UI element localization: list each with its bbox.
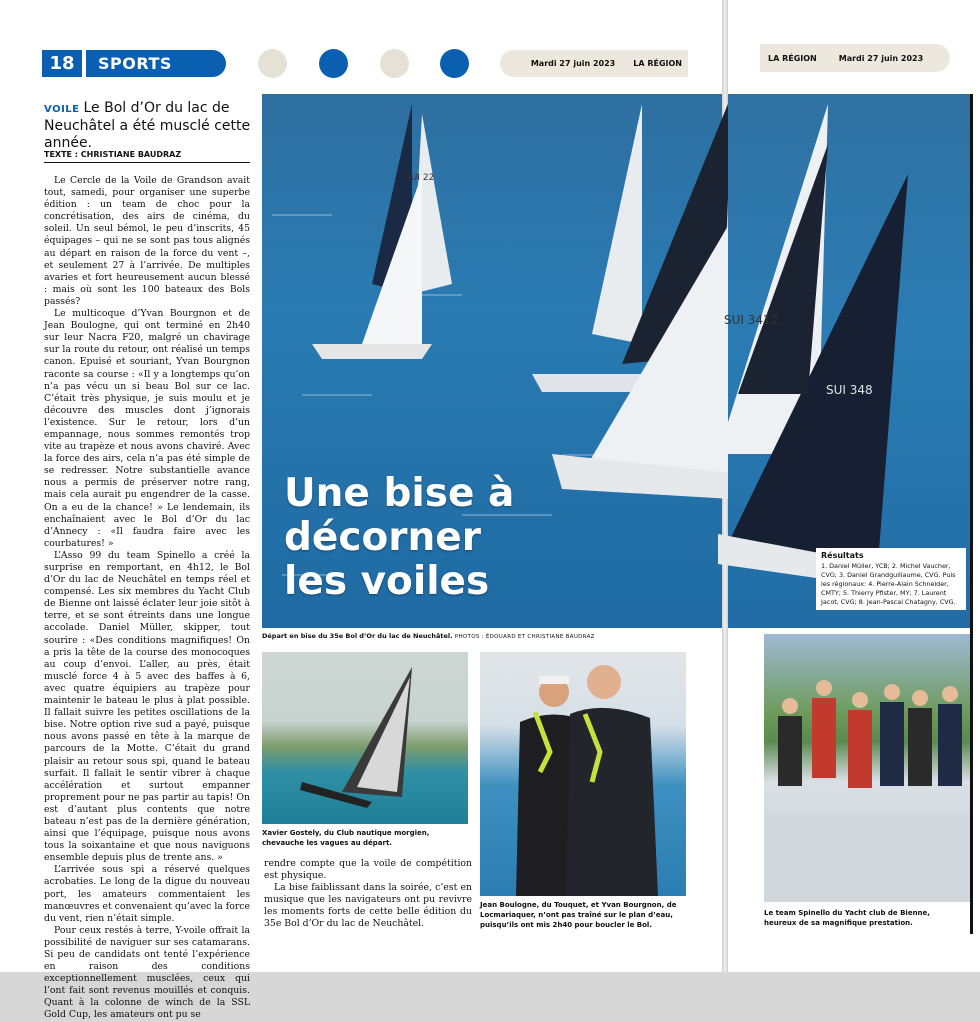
team-illustration (764, 634, 970, 902)
byline: TEXTE : CHRISTIANE BAUDRAZ (44, 150, 250, 163)
header-date-bar (500, 50, 688, 77)
results-title: Résultats (821, 551, 864, 560)
paragraph: Le Cercle de la Voile de Grandson avait tout, samedi, pour organiser une superbe édition : un team de choc pour la concrétisation, des airs de cinéma, du soleil. Un seul bémol, le peu d’inscrits, 45 équipages – qui ne se sont pas tous alignés au départ en raison de la force du vent –, et seulement 27 à l’arrivée. De multiples avaries et fort heureusement aucun blessé : mais où sont les 100 bateaux des Bols passés? (44, 175, 250, 307)
right-header-date: Mardi 27 juin 2023 (838, 53, 924, 63)
main-caption (262, 632, 722, 640)
paragraph: Le multicoque d’Yvan Bourgnon et de Jean Boulogne, qui ont terminé en 2h40 sur leur Nacra F20, malgré un chavirage sur la route du retour, ont réalisé un temps canon. Epuisé et souriant, Yvan Bourgnon raconte sa course : «Il y a longtemps qu’on n’a pas vécu un si beau Bol sur ce lac. C’était très physique, je suis moulu et je découvre des muscles dont j’ignorais l’existence. Sur le retour, lors d’un empannage, nous sommes remontés trop vite au trapèze et nous avons chaviré. Avec la force des airs, cela n’a pas été simple de se redresser. Notre substantielle avance nous a permis de préserver notre rang, mais cela aurait pu engendrer de la casse. On a eu de la chance! » Le lendemain, ils enchaînaient avec le Bol d’Or du lac d’Annecy : «Il faudra faire avec les courbatures! » (44, 308, 250, 549)
header-date: Mardi 27 juin 2023 (530, 59, 616, 68)
article-intro (44, 100, 254, 152)
sail-number: SUI 22 (405, 173, 435, 183)
caption-sailors: Jean Boulogne, du Touquet, et Yvan Bourgnon, de Locmariaquer, n’ont pas traîné sur le plan d’eau, puisqu’ils ont mis 2h40 pour boucler le Bol. (480, 901, 677, 929)
intro-text: Le Bol d’Or du lac de Neuchâtel a été musclé cette année. (44, 100, 251, 151)
sailors-illustration (480, 652, 686, 896)
decor-dot (440, 49, 469, 78)
decor-dot (258, 49, 287, 78)
kicker: VOILE (44, 104, 80, 115)
main-caption-text: Départ en bise du 35e Bol d’Or du lac de Neuchâtel. (262, 632, 453, 640)
page-number: 18 (42, 50, 82, 77)
sail-number: SUI 348 (826, 383, 873, 397)
results-box (816, 548, 966, 610)
paragraph: La bise faiblissant dans la soirée, c’est en musique que les navigateurs ont pu revivre les moments forts de cette belle édition du 35e Bol d’Or du lac de Neuchâtel. (264, 882, 472, 930)
article-column-1 (44, 175, 250, 1021)
right-header-bar (760, 44, 950, 72)
sail-number: SUI 3412 (724, 313, 779, 327)
catamaran-illustration (262, 652, 468, 824)
section-label: SPORTS (86, 50, 226, 77)
caption-team: Le team Spinello du Yacht club de Bienne, heureux de sa magnifique prestation. (764, 909, 930, 927)
paragraph: L’Asso 99 du team Spinello a créé la surprise en remportant, en 4h12, le Bol d’Or du lac de Neuchâtel en temps réel et compensé. Les six membres du Yacht Club de Bienne ont laissé éclater leur joie sitôt à terre, et se sont étreints dans une longue accolade. Daniel Müller, skipper, tout sourire : «Des conditions magnifiques! On a pris la tête de la course des monocoques au coup d’envoi. L’aller, au près, était musclé force 4 à 5 avec des baffes à 6, avec quatre équipiers au trapèze pour maintenir le bateau le plus à plat possible. Il fallait suivre les petites oscillations de la bise. Notre option rive sud a payé, puisque nous avons passé en tête à la marque de parcours de la Motte. C’était du grand plaisir au retour sous spi, quand le bateau surfait. Il fallait le sentir vibrer à chaque accélération et surtout empanner proprement pour ne pas partir au tapis! On est d’autant plus contents que notre bateau n’est pas de la dernière génération, ainsi que l’équipage, puisque nous avons tous la soixantaine et que nous naviguons ensemble depuis plus de trente ans. » (44, 549, 250, 864)
photo-sailors (480, 652, 686, 896)
right-column-rule (970, 94, 973, 934)
photo-credit: PHOTOS : ÉDOUARD ET CHRISTIANE BAUDRAZ (454, 634, 595, 640)
photo-team (764, 634, 970, 902)
photo-catamaran (262, 652, 468, 824)
caption-catamaran: Xavier Gostely, du Club nautique morgien, chevauche les vagues au départ. (262, 829, 430, 847)
headline: Une bise à décorner les voiles (284, 471, 515, 604)
decor-dot (319, 49, 348, 78)
paragraph: Pour ceux restés à terre, Y-voile offrait la possibilité de naviguer sur ses catamarans. Si peu de candidats ont tenté l’expérience en raison des conditions exceptionnellement musclées, ceux qui l’ont fait sont revenus mouillés et conquis. Quant à la colonne de winch de la SSL Gold Cup, les amateurs ont pu se (44, 924, 250, 1021)
header-paper: LA RÉGION (633, 59, 682, 68)
right-header-paper: LA RÉGION (768, 53, 817, 63)
article-column-2 (264, 858, 472, 931)
results-text: 1. Daniel Müller, YCB; 2. Michel Vaucher, CVG; 3. Daniel Grandguillaume, CVG. Puis les régionaux: 4. Pierre-Alain Schneider, CMTY; 5. Thierry Pfister, MY; 7. Laurent Jacot, CVG; 8. Jean-Pascal Chatagny, CVG. (821, 562, 956, 606)
paragraph: rendre compte que la voile de compétition est physique. (264, 858, 472, 882)
decor-dot (380, 49, 409, 78)
paragraph: L’arrivée sous spi a réservé quelques acrobaties. Le long de la digue du nouveau port, les amateurs commentaient les manœuvres et convenaient qu’avec la force du vent, rien n’était simple. (44, 864, 250, 924)
